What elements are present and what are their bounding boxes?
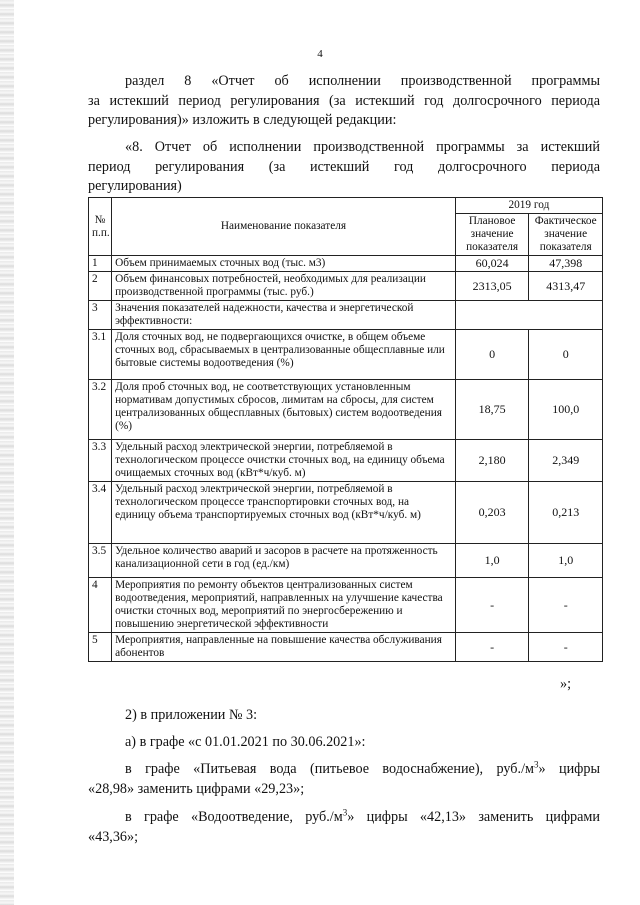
header-actual: Фактическое значение показателя: [529, 214, 603, 256]
row-num: 3.2: [89, 380, 112, 440]
row-actual: 47,398: [529, 256, 603, 272]
row-num: 3.3: [89, 440, 112, 482]
water-superscript: 3: [534, 759, 539, 770]
row-actual: 1,0: [529, 544, 603, 578]
header-planned: Плановое значение показателя: [455, 214, 529, 256]
row-planned: -: [455, 633, 529, 662]
sewer-line-1: [88, 808, 600, 828]
water-text-b: » цифры: [538, 761, 600, 777]
closing-quote: »;: [560, 676, 572, 692]
section-line-1: «8. Отчет об исполнении производственной программы за истекший: [125, 139, 600, 155]
row-planned: 18,75: [455, 380, 529, 440]
row-num: 3: [89, 301, 112, 330]
section-heading: [88, 138, 600, 197]
water-text-a: в графе «Питьевая вода (питьевое водоснабжение), руб./м: [125, 761, 534, 777]
section-line-3: регулирования): [88, 178, 182, 194]
intro-line-1: раздел 8 «Отчет об исполнении производственной программы: [125, 73, 600, 89]
table-row: [89, 256, 603, 272]
row-num: 4: [89, 578, 112, 633]
page-number: 4: [317, 48, 323, 60]
table-row: [89, 380, 603, 440]
row-name: Удельное количество аварий и засоров в расчете на протяженность канализационной сети в год (ед./км): [112, 544, 456, 578]
row-planned: 2313,05: [455, 272, 529, 301]
row-planned: 2,180: [455, 440, 529, 482]
row-num: 5: [89, 633, 112, 662]
row-num: 1: [89, 256, 112, 272]
sewer-text-b: » цифры «42,13» заменить цифрами: [347, 809, 600, 825]
table-row: [89, 578, 603, 633]
row-name: Мероприятия по ремонту объектов централизованных систем водоотведения, мероприятий, направленных на улучшение качества очистки сточных вод, мероприятий по энергосбережению и повышению энергетической эффективности: [112, 578, 456, 633]
row-planned: 1,0: [455, 544, 529, 578]
row-num: 2: [89, 272, 112, 301]
header-num: № п.п.: [89, 198, 112, 256]
table-row: [89, 440, 603, 482]
table-row: [89, 633, 603, 662]
table-row: [89, 330, 603, 380]
row-name: Доля проб сточных вод, не соответствующих установленным нормативам допустимых сбросов, лимитам на сбросы, для систем централизованных общесплавных (бытовых) систем водоотведения (%): [112, 380, 456, 440]
header-name: Наименование показателя: [112, 198, 456, 256]
row-planned: 0: [455, 330, 529, 380]
scan-edge-artifact: [0, 0, 14, 905]
row-actual: 0,213: [529, 482, 603, 544]
row-actual: 100,0: [529, 380, 603, 440]
water-line-2: «28,98» заменить цифрами «29,23»;: [88, 781, 305, 797]
table-row: [89, 301, 603, 330]
header-year: 2019 год: [455, 198, 602, 214]
row-actual: -: [529, 633, 603, 662]
report-table: [88, 197, 603, 662]
sewer-superscript: 3: [342, 807, 348, 818]
row-planned: 0,203: [455, 482, 529, 544]
row-name: Удельный расход электрической энергии, потребляемой в технологическом процессе транспортировки сточных вод, на единицу объема транспортируемых сточных вод (кВт*ч/куб. м): [112, 482, 456, 544]
row-name: Значения показателей надежности, качества и энергетической эффективности:: [112, 301, 456, 330]
row-planned: -: [455, 578, 529, 633]
appendix-item-2: 2) в приложении № 3:: [125, 707, 258, 723]
row-num: 3.1: [89, 330, 112, 380]
row-name: Объем финансовых потребностей, необходимых для реализации производственной программы (тыс. руб.): [112, 272, 456, 301]
row-actual: -: [529, 578, 603, 633]
row-name: Объем принимаемых сточных вод (тыс. м3): [112, 256, 456, 272]
appendix-item-a: а) в графе «с 01.01.2021 по 30.06.2021»:: [125, 734, 366, 750]
row-actual: 2,349: [529, 440, 603, 482]
intro-line-3: регулирования)» изложить в следующей редакции:: [88, 112, 397, 128]
row-actual: 0: [529, 330, 603, 380]
intro-line-2: за истекший период регулирования (за истекший год долгосрочного периода: [88, 92, 600, 109]
row-name: Доля сточных вод, не подвергающихся очистке, в общем объеме сточных вод, сбрасываемых в централизованные общесплавные или бытовые системы водоотведения (%): [112, 330, 456, 380]
table-row: [89, 272, 603, 301]
row-planned: 60,024: [455, 256, 529, 272]
sewer-line-2: «43,36»;: [88, 829, 139, 845]
row-name: Удельный расход электрической энергии, потребляемой в технологическом процессе очистки сточных вод, на единицу объема очищаемых сточных вод (кВт*ч/куб. м): [112, 440, 456, 482]
section-line-2: период регулирования (за истекший год долгосрочного периода: [88, 158, 600, 175]
row-num: 3.4: [89, 482, 112, 544]
row-name: Мероприятия, направленные на повышение качества обслуживания абонентов: [112, 633, 456, 662]
row-num: 3.5: [89, 544, 112, 578]
sewer-text-a: в графе «Водоотведение, руб./м: [125, 809, 343, 825]
table-row: [89, 482, 603, 544]
intro-paragraph: [88, 72, 600, 131]
table-row: [89, 544, 603, 578]
row-actual: 4313,47: [529, 272, 603, 301]
water-line-1: [88, 760, 600, 780]
row-empty-values: [455, 301, 602, 330]
